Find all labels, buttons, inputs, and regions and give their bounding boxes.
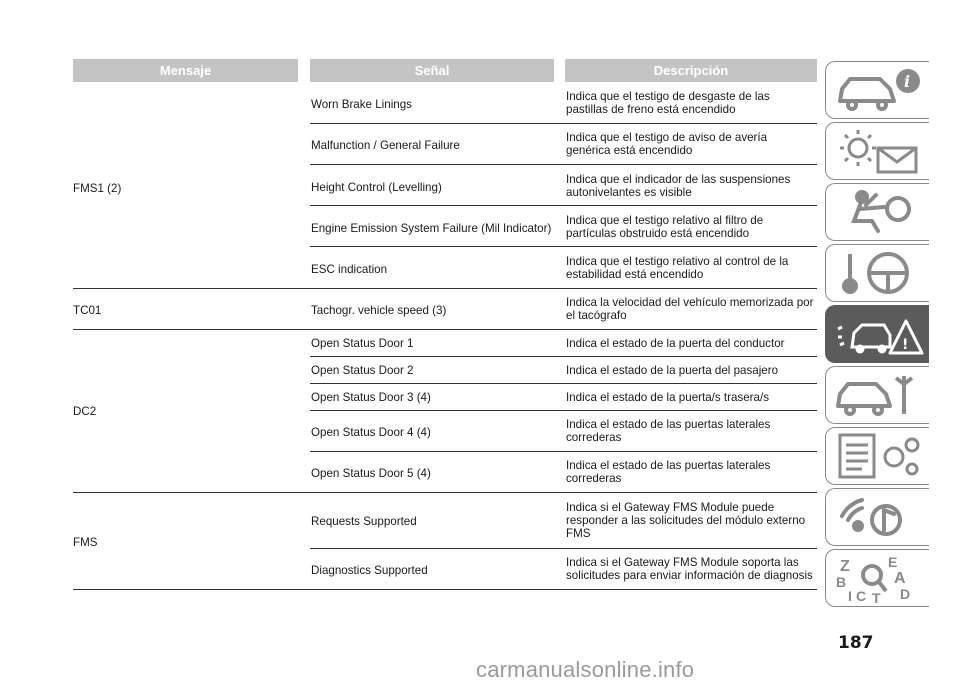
message-cell: TC01 [73,304,102,317]
description-line: correderas [566,472,622,485]
message-cell: DC2 [73,405,97,418]
row-divider [310,356,817,357]
chapter-tab-safety[interactable] [825,183,929,241]
chapter-tab-technical-data[interactable] [825,427,929,485]
description-line: FMS [566,527,591,540]
signal-cell: Engine Emission System Failure (Mil Indicator) [311,222,552,235]
description-line: estabilidad está encendido [566,268,704,281]
chapter-tab-emergency[interactable] [825,305,929,363]
message-cell: FMS [73,536,98,549]
description-line: Indica si el Gateway FMS Module soporta las [566,556,799,569]
airbag-safety-icon [832,187,926,237]
row-divider [310,383,817,384]
row-divider [310,451,817,452]
description-line: solicitudes para enviar información de diagnosis [566,569,813,582]
message-cell: FMS1 (2) [73,182,122,195]
alphabetical-index-icon [832,553,926,603]
chapter-tab-car-info[interactable] [825,61,929,119]
index-letter: T [872,590,881,603]
signal-cell: ESC indication [311,263,388,276]
car-info-icon [832,65,926,115]
warning-light-message-icon [832,126,926,176]
description-line: Indica que el testigo de desgaste de las [566,90,770,103]
row-divider [310,123,817,124]
page-number: 187 [838,633,874,653]
header-signal: Señal [310,59,554,82]
index-letter: E [888,554,898,570]
chapter-tab-multimedia[interactable] [825,488,929,546]
signal-cell: Tachogr. vehicle speed (3) [311,304,447,317]
key-steering-wheel-icon [832,248,926,298]
description-line: partículas obstruido está encendido [566,227,750,240]
description-line: Indica que el indicador de las suspensiones [566,173,791,186]
group-divider [73,288,817,289]
row-divider [310,548,817,549]
description-line: Indica el estado de la puerta del conductor [566,337,785,350]
chapter-tab-starting[interactable] [825,244,929,302]
svg-text:!: ! [902,337,909,353]
description-line: Indica el estado de la puerta/s trasera/s [566,391,770,404]
chapter-tab-maintenance[interactable] [825,366,929,424]
signal-cell: Height Control (Levelling) [311,181,442,194]
signal-cell: Malfunction / General Failure [311,139,460,152]
description-line: genérica está encendido [566,144,693,157]
multimedia-icon [832,492,926,542]
signal-cell: Open Status Door 2 [311,364,414,377]
signal-cell: Open Status Door 1 [311,337,414,350]
index-letter: A [894,570,906,587]
index-letter: D [900,586,911,602]
description-line: Indica el estado de la puerta del pasajero [566,364,779,377]
row-divider [310,164,817,165]
index-letter: Z [840,558,850,575]
header-description: Descripción [565,59,817,82]
technical-specs-icon [832,431,926,481]
description-line: el tacógrafo [566,309,627,322]
index-letter: C [856,588,867,603]
index-letter: I [848,588,852,603]
signal-cell: Open Status Door 5 (4) [311,467,431,480]
description-line: autonivelantes es visible [566,186,692,199]
table-bottom-rule [73,589,817,590]
signal-cell: Requests Supported [311,515,417,528]
emergency-car-icon [832,309,926,359]
description-line: Indica que el testigo relativo al filtro de [566,214,764,227]
description-line: Indica que el testigo relativo al control de la [566,255,789,268]
signal-cell: Diagnostics Supported [311,564,428,577]
row-divider [310,205,817,206]
signal-cell: Worn Brake Linings [311,98,412,111]
description-line: Indica el estado de las puertas laterales [566,459,771,472]
description-line: Indica el estado de las puertas laterales [566,418,771,431]
row-divider [310,246,817,247]
description-line: correderas [566,431,622,444]
description-line: pastillas de freno está encendido [566,103,736,116]
group-divider [73,329,817,330]
group-divider [73,492,817,493]
description-line: Indica si el Gateway FMS Module puede [566,501,775,514]
header-message: Mensaje [73,59,298,82]
index-letter: B [836,574,847,590]
signal-cell: Open Status Door 4 (4) [311,426,431,439]
description-line: Indica la velocidad del vehículo memorizada por [566,296,814,309]
svg-text:i: i [904,72,911,91]
chapter-tab-index[interactable] [825,549,929,607]
row-divider [310,410,817,411]
description-line: responder a las solicitudes del módulo externo [566,514,806,527]
watermark: carmanualsonline.info [476,657,695,682]
chapter-tab-warning-lights[interactable] [825,122,929,180]
description-line: Indica que el testigo de aviso de avería [566,131,768,144]
car-maintenance-icon [832,370,926,420]
signal-cell: Open Status Door 3 (4) [311,391,431,404]
